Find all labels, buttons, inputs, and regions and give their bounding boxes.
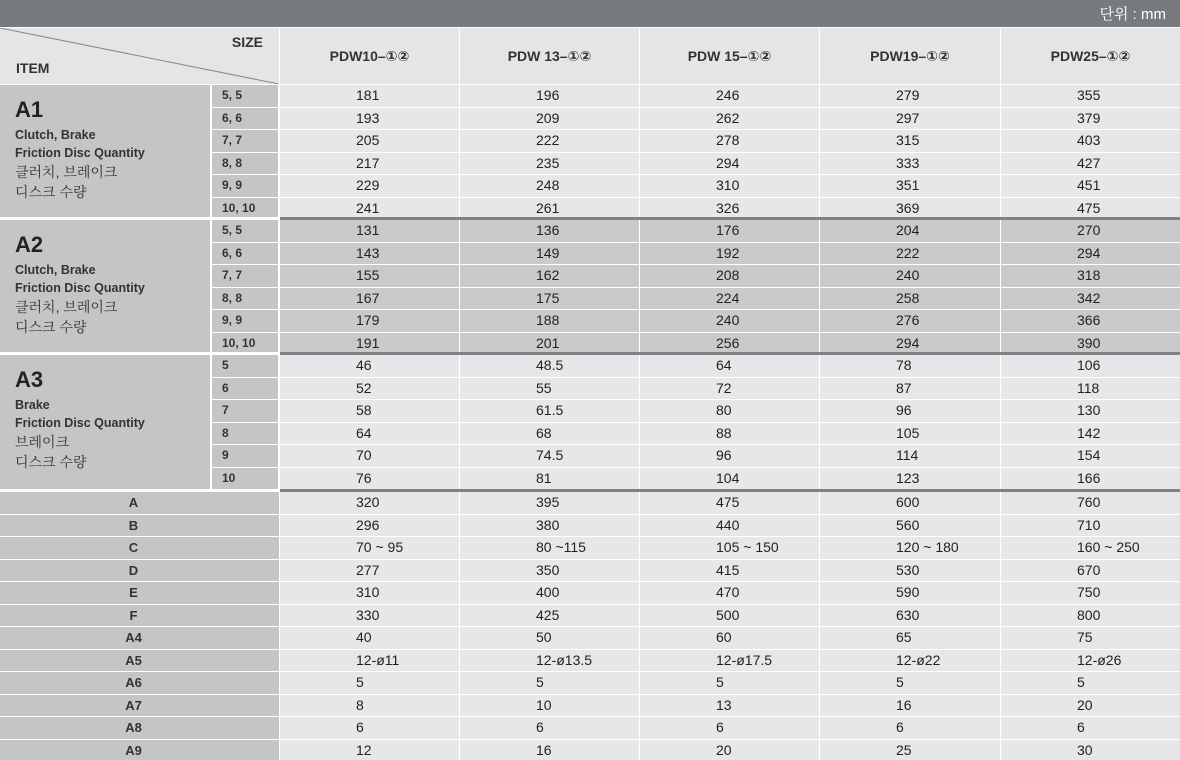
value-cell: 760 bbox=[1001, 492, 1180, 514]
value-cell: 326 bbox=[640, 198, 819, 220]
size-cell: 10, 10 bbox=[212, 198, 278, 220]
value-cell: 320 bbox=[280, 492, 459, 514]
value-cell: 276 bbox=[820, 310, 1000, 332]
value-cell: 500 bbox=[640, 605, 819, 627]
value-cell: 68 bbox=[460, 423, 639, 445]
value-cell: 590 bbox=[820, 582, 1000, 604]
value-cell: 560 bbox=[820, 515, 1000, 537]
value-cell: 451 bbox=[1001, 175, 1180, 197]
value-cell: 6 bbox=[280, 717, 459, 739]
value-cell: 355 bbox=[1001, 85, 1180, 107]
value-cell: 670 bbox=[1001, 560, 1180, 582]
value-cell: 40 bbox=[280, 627, 459, 649]
size-cell: 7, 7 bbox=[212, 265, 278, 287]
value-cell: 425 bbox=[460, 605, 639, 627]
size-cell: 8, 8 bbox=[212, 288, 278, 310]
value-cell: 61.5 bbox=[460, 400, 639, 422]
value-cell: 5 bbox=[640, 672, 819, 694]
value-cell: 248 bbox=[460, 175, 639, 197]
value-cell: 395 bbox=[460, 492, 639, 514]
value-cell: 179 bbox=[280, 310, 459, 332]
value-cell: 342 bbox=[1001, 288, 1180, 310]
group-code: A1 bbox=[15, 97, 44, 122]
value-cell: 60 bbox=[640, 627, 819, 649]
group-label-a3 bbox=[0, 355, 210, 489]
size-cell: 5 bbox=[212, 355, 278, 377]
value-cell: 350 bbox=[460, 560, 639, 582]
dimension-label: A4 bbox=[0, 627, 279, 649]
value-cell: 380 bbox=[460, 515, 639, 537]
value-cell: 16 bbox=[820, 695, 1000, 717]
value-cell: 5 bbox=[460, 672, 639, 694]
value-cell: 241 bbox=[280, 198, 459, 220]
size-cell: 10 bbox=[212, 468, 278, 490]
dimension-label: C bbox=[0, 537, 279, 559]
value-cell: 390 bbox=[1001, 333, 1180, 355]
value-cell: 78 bbox=[820, 355, 1000, 377]
value-cell: 256 bbox=[640, 333, 819, 355]
value-cell: 235 bbox=[460, 153, 639, 175]
size-cell: 10, 10 bbox=[212, 333, 278, 355]
size-cell: 6 bbox=[212, 378, 278, 400]
value-cell: 50 bbox=[460, 627, 639, 649]
group-description-ko: 클러치, 브레이크 디스크 수량 bbox=[15, 164, 118, 200]
dimension-label: A6 bbox=[0, 672, 279, 694]
value-cell: 261 bbox=[460, 198, 639, 220]
value-cell: 162 bbox=[460, 265, 639, 287]
value-cell: 142 bbox=[1001, 423, 1180, 445]
size-label: SIZE bbox=[231, 34, 263, 50]
group-description-en: Clutch, Brake Friction Disc Quantity bbox=[15, 128, 145, 160]
value-cell: 6 bbox=[460, 717, 639, 739]
size-cell: 9, 9 bbox=[212, 310, 278, 332]
value-cell: 20 bbox=[640, 740, 819, 760]
value-cell: 20 bbox=[1001, 695, 1180, 717]
value-cell: 600 bbox=[820, 492, 1000, 514]
value-cell: 366 bbox=[1001, 310, 1180, 332]
value-cell: 262 bbox=[640, 108, 819, 130]
value-cell: 278 bbox=[640, 130, 819, 152]
value-cell: 5 bbox=[280, 672, 459, 694]
value-cell: 279 bbox=[820, 85, 1000, 107]
dimension-label: A9 bbox=[0, 740, 279, 760]
value-cell: 136 bbox=[460, 220, 639, 242]
dimension-label: F bbox=[0, 605, 279, 627]
value-cell: 88 bbox=[640, 423, 819, 445]
value-cell: 196 bbox=[460, 85, 639, 107]
dimension-label: B bbox=[0, 515, 279, 537]
value-cell: 475 bbox=[1001, 198, 1180, 220]
column-header: PDW19–①② bbox=[820, 28, 1000, 84]
value-cell: 217 bbox=[280, 153, 459, 175]
value-cell: 48.5 bbox=[460, 355, 639, 377]
value-cell: 70 bbox=[280, 445, 459, 467]
value-cell: 123 bbox=[820, 468, 1000, 490]
dimension-label: A5 bbox=[0, 650, 279, 672]
value-cell: 12-ø22 bbox=[820, 650, 1000, 672]
value-cell: 120 ~ 180 bbox=[820, 537, 1000, 559]
size-cell: 5, 5 bbox=[212, 220, 278, 242]
value-cell: 333 bbox=[820, 153, 1000, 175]
value-cell: 12-ø26 bbox=[1001, 650, 1180, 672]
value-cell: 222 bbox=[820, 243, 1000, 265]
value-cell: 246 bbox=[640, 85, 819, 107]
column-header: PDW10–①② bbox=[280, 28, 459, 84]
group-description-ko: 브레이크 디스크 수량 bbox=[15, 434, 87, 470]
value-cell: 318 bbox=[1001, 265, 1180, 287]
value-cell: 204 bbox=[820, 220, 1000, 242]
value-cell: 12 bbox=[280, 740, 459, 760]
value-cell: 149 bbox=[460, 243, 639, 265]
dimension-label: A8 bbox=[0, 717, 279, 739]
column-header: PDW25–①② bbox=[1001, 28, 1180, 84]
value-cell: 64 bbox=[280, 423, 459, 445]
value-cell: 166 bbox=[1001, 468, 1180, 490]
value-cell: 25 bbox=[820, 740, 1000, 760]
value-cell: 10 bbox=[460, 695, 639, 717]
value-cell: 87 bbox=[820, 378, 1000, 400]
value-cell: 74.5 bbox=[460, 445, 639, 467]
group-label-a1 bbox=[0, 85, 210, 219]
value-cell: 208 bbox=[640, 265, 819, 287]
value-cell: 81 bbox=[460, 468, 639, 490]
value-cell: 296 bbox=[280, 515, 459, 537]
value-cell: 80 ~115 bbox=[460, 537, 639, 559]
value-cell: 379 bbox=[1001, 108, 1180, 130]
value-cell: 80 bbox=[640, 400, 819, 422]
value-cell: 297 bbox=[820, 108, 1000, 130]
value-cell: 530 bbox=[820, 560, 1000, 582]
size-cell: 6, 6 bbox=[212, 243, 278, 265]
value-cell: 130 bbox=[1001, 400, 1180, 422]
value-cell: 201 bbox=[460, 333, 639, 355]
value-cell: 294 bbox=[820, 333, 1000, 355]
value-cell: 105 bbox=[820, 423, 1000, 445]
value-cell: 175 bbox=[460, 288, 639, 310]
value-cell: 96 bbox=[640, 445, 819, 467]
value-cell: 16 bbox=[460, 740, 639, 760]
value-cell: 72 bbox=[640, 378, 819, 400]
dimension-label: A7 bbox=[0, 695, 279, 717]
value-cell: 209 bbox=[460, 108, 639, 130]
value-cell: 222 bbox=[460, 130, 639, 152]
value-cell: 205 bbox=[280, 130, 459, 152]
value-cell: 403 bbox=[1001, 130, 1180, 152]
value-cell: 176 bbox=[640, 220, 819, 242]
value-cell: 106 bbox=[1001, 355, 1180, 377]
value-cell: 294 bbox=[640, 153, 819, 175]
value-cell: 12-ø11 bbox=[280, 650, 459, 672]
value-cell: 13 bbox=[640, 695, 819, 717]
value-cell: 440 bbox=[640, 515, 819, 537]
value-cell: 167 bbox=[280, 288, 459, 310]
dimension-label: A bbox=[0, 492, 279, 514]
value-cell: 46 bbox=[280, 355, 459, 377]
value-cell: 160 ~ 250 bbox=[1001, 537, 1180, 559]
value-cell: 270 bbox=[1001, 220, 1180, 242]
value-cell: 70 ~ 95 bbox=[280, 537, 459, 559]
value-cell: 240 bbox=[640, 310, 819, 332]
value-cell: 5 bbox=[820, 672, 1000, 694]
value-cell: 294 bbox=[1001, 243, 1180, 265]
dimension-label: E bbox=[0, 582, 279, 604]
column-header: PDW 13–①② bbox=[460, 28, 639, 84]
item-label: ITEM bbox=[16, 60, 50, 76]
value-cell: 415 bbox=[640, 560, 819, 582]
group-description-en: Brake Friction Disc Quantity bbox=[15, 398, 145, 430]
item-size-header bbox=[0, 28, 279, 84]
value-cell: 192 bbox=[640, 243, 819, 265]
dimension-label: D bbox=[0, 560, 279, 582]
value-cell: 76 bbox=[280, 468, 459, 490]
value-cell: 351 bbox=[820, 175, 1000, 197]
value-cell: 12-ø13.5 bbox=[460, 650, 639, 672]
value-cell: 315 bbox=[820, 130, 1000, 152]
value-cell: 6 bbox=[820, 717, 1000, 739]
group-description-en: Clutch, Brake Friction Disc Quantity bbox=[15, 263, 145, 295]
value-cell: 96 bbox=[820, 400, 1000, 422]
value-cell: 427 bbox=[1001, 153, 1180, 175]
value-cell: 710 bbox=[1001, 515, 1180, 537]
value-cell: 8 bbox=[280, 695, 459, 717]
value-cell: 475 bbox=[640, 492, 819, 514]
value-cell: 155 bbox=[280, 265, 459, 287]
value-cell: 181 bbox=[280, 85, 459, 107]
value-cell: 258 bbox=[820, 288, 1000, 310]
size-cell: 8 bbox=[212, 423, 278, 445]
size-cell: 5, 5 bbox=[212, 85, 278, 107]
value-cell: 750 bbox=[1001, 582, 1180, 604]
value-cell: 224 bbox=[640, 288, 819, 310]
unit-bar bbox=[0, 0, 1180, 27]
group-code: A2 bbox=[15, 232, 44, 257]
value-cell: 58 bbox=[280, 400, 459, 422]
value-cell: 64 bbox=[640, 355, 819, 377]
value-cell: 630 bbox=[820, 605, 1000, 627]
value-cell: 131 bbox=[280, 220, 459, 242]
value-cell: 55 bbox=[460, 378, 639, 400]
value-cell: 191 bbox=[280, 333, 459, 355]
size-cell: 6, 6 bbox=[212, 108, 278, 130]
value-cell: 470 bbox=[640, 582, 819, 604]
column-header: PDW 15–①② bbox=[640, 28, 819, 84]
value-cell: 154 bbox=[1001, 445, 1180, 467]
value-cell: 143 bbox=[280, 243, 459, 265]
value-cell: 188 bbox=[460, 310, 639, 332]
group-label-a2 bbox=[0, 220, 210, 354]
value-cell: 65 bbox=[820, 627, 1000, 649]
value-cell: 369 bbox=[820, 198, 1000, 220]
unit-label: 단위 : mm bbox=[1099, 6, 1166, 23]
value-cell: 6 bbox=[640, 717, 819, 739]
value-cell: 400 bbox=[460, 582, 639, 604]
size-cell: 8, 8 bbox=[212, 153, 278, 175]
value-cell: 75 bbox=[1001, 627, 1180, 649]
value-cell: 229 bbox=[280, 175, 459, 197]
value-cell: 277 bbox=[280, 560, 459, 582]
value-cell: 240 bbox=[820, 265, 1000, 287]
value-cell: 6 bbox=[1001, 717, 1180, 739]
size-cell: 9, 9 bbox=[212, 175, 278, 197]
value-cell: 193 bbox=[280, 108, 459, 130]
value-cell: 105 ~ 150 bbox=[640, 537, 819, 559]
size-cell: 9 bbox=[212, 445, 278, 467]
value-cell: 118 bbox=[1001, 378, 1180, 400]
group-code: A3 bbox=[15, 367, 44, 392]
value-cell: 5 bbox=[1001, 672, 1180, 694]
value-cell: 310 bbox=[280, 582, 459, 604]
value-cell: 30 bbox=[1001, 740, 1180, 760]
size-cell: 7, 7 bbox=[212, 130, 278, 152]
value-cell: 104 bbox=[640, 468, 819, 490]
value-cell: 800 bbox=[1001, 605, 1180, 627]
group-description-ko: 클러치, 브레이크 디스크 수량 bbox=[15, 299, 118, 335]
value-cell: 330 bbox=[280, 605, 459, 627]
size-cell: 7 bbox=[212, 400, 278, 422]
value-cell: 12-ø17.5 bbox=[640, 650, 819, 672]
value-cell: 114 bbox=[820, 445, 1000, 467]
value-cell: 310 bbox=[640, 175, 819, 197]
value-cell: 52 bbox=[280, 378, 459, 400]
